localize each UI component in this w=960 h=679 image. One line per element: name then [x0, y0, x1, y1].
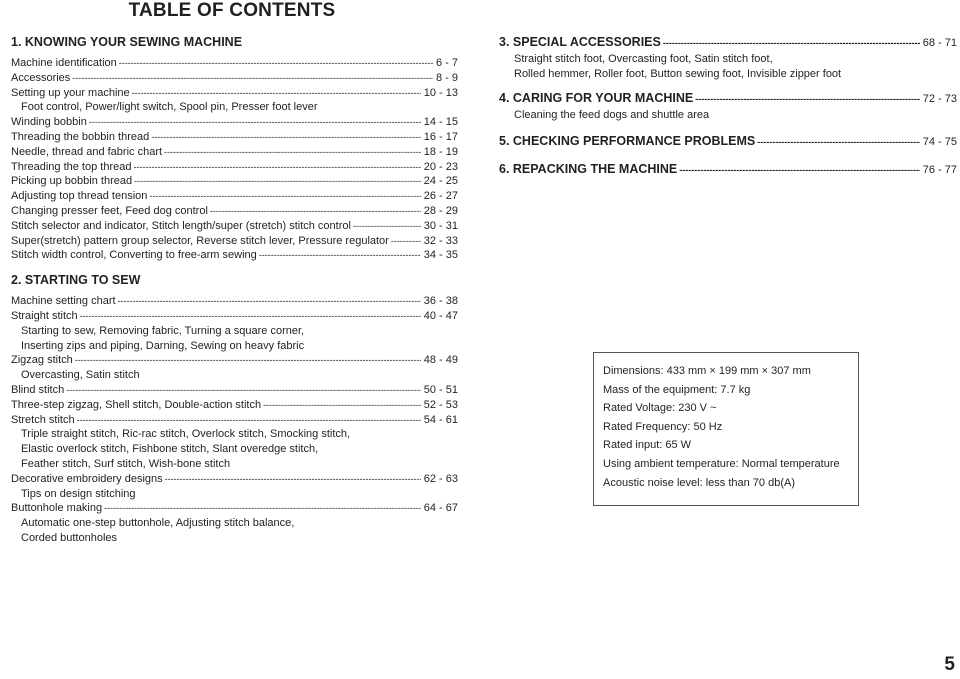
toc-entry	[11, 413, 458, 428]
toc-subtopics: Rolled hemmer, Roller foot, Button sewing foot, Invisible zipper foot	[514, 67, 842, 80]
toc-left-column	[11, 34, 458, 546]
spec-ambient-temperature: Using ambient temperature: Normal temperature	[603, 457, 840, 470]
dotted-leader	[133, 160, 420, 175]
starting-entries	[11, 294, 458, 546]
page-range: 8 - 9	[435, 71, 458, 84]
toc-entry	[11, 309, 458, 324]
page-range: 16 - 17	[423, 130, 458, 143]
toc-subtopics: Cleaning the feed dogs and shuttle area	[514, 109, 710, 121]
page-range: 36 - 38	[423, 295, 458, 308]
toc-entry-title: Stitch width control, Converting to free-arm sewing	[11, 249, 257, 262]
toc-entry-title: Accessories	[11, 71, 71, 84]
toc-entry-title: Threading the bobbin thread	[11, 130, 150, 143]
toc-entry	[11, 174, 458, 189]
page-number: 5	[944, 654, 955, 675]
toc-entry	[11, 189, 458, 204]
toc-entry	[11, 398, 458, 413]
toc-entry-title: Threading the top thread	[11, 160, 132, 173]
toc-entry-title: Changing presser feet, Feed dog control	[11, 204, 208, 217]
toc-entry	[11, 160, 458, 175]
toc-entry	[11, 234, 458, 249]
toc-entry-title: Machine identification	[11, 57, 117, 69]
page-range: 74 - 75	[922, 135, 957, 148]
spec-dimensions: Dimensions: 433 mm × 199 mm × 307 mm	[603, 365, 811, 377]
page-range: 40 - 47	[423, 309, 458, 322]
spec-acoustic-noise: Acoustic noise level: less than 70 db(A)	[603, 476, 795, 489]
page-range: 32 - 33	[423, 234, 458, 247]
toc-subtopics: Triple straight stitch, Ric-rac stitch, Overlock stitch, Smocking stitch,	[21, 428, 351, 441]
toc-entry	[11, 383, 458, 398]
toc-subtopics: Elastic overlock stitch, Fishbone stitch, Slant overedge stitch,	[21, 443, 319, 456]
dotted-leader	[132, 86, 421, 101]
toc-subtopics: Tips on design stitching	[21, 487, 136, 500]
toc-subtopics: Inserting zips and piping, Darning, Sewing on heavy fabric	[21, 339, 305, 352]
toc-entry	[11, 294, 458, 309]
toc-entry-title: Needle, thread and fabric chart	[11, 145, 163, 158]
toc-subtopics: Starting to sew, Removing fabric, Turning a square corner,	[21, 324, 305, 337]
section-heading-repacking: 6. REPACKING THE MACHINE ----- 76 - 77	[499, 161, 957, 177]
page-range: 72 - 73	[922, 93, 957, 105]
dotted-leader	[118, 294, 421, 309]
toc-entry	[11, 115, 458, 130]
page-range: 28 - 29	[423, 204, 458, 217]
toc-entry-title: Machine setting chart	[11, 295, 116, 308]
section-heading-checking: 5. CHECKING PERFORMANCE PROBLEMS ----- 74 - 75	[499, 133, 957, 149]
toc-entry-title: Setting up your machine	[11, 86, 130, 99]
dotted-leader	[259, 248, 421, 263]
spec-rated-input: Rated input: 65 W	[603, 439, 692, 452]
section-heading-starting: 2. STARTING TO SEW	[11, 273, 141, 288]
dotted-leader	[353, 219, 421, 234]
toc-entry-title: Straight stitch	[11, 309, 78, 322]
toc-entry-title: Winding bobbin	[11, 116, 87, 129]
toc-entry-title: Adjusting top thread tension	[11, 190, 148, 203]
dotted-leader	[210, 204, 421, 219]
toc-entry-title: Three-step zigzag, Shell stitch, Double-action stitch	[11, 398, 262, 411]
knowing-entries	[11, 56, 458, 263]
toc-entry	[11, 130, 458, 145]
toc-subtopics: Feather stitch, Surf stitch, Wish-bone stitch	[21, 457, 231, 470]
page-range: 18 - 19	[423, 145, 458, 158]
toc-entry-title: Blind stitch	[11, 383, 65, 396]
page-range: 48 - 49	[423, 354, 458, 367]
toc-entry	[11, 86, 458, 101]
toc-subtopics: Foot control, Power/light switch, Spool pin, Presser foot lever	[21, 101, 318, 114]
page-range: 14 - 15	[423, 116, 458, 129]
page-range: 64 - 67	[423, 502, 458, 515]
toc-entry	[11, 71, 458, 86]
toc-entry	[11, 472, 458, 487]
toc-entry	[11, 353, 458, 368]
page-range: 30 - 31	[423, 219, 458, 232]
dotted-leader	[391, 234, 421, 249]
toc-subtopics: Overcasting, Satin stitch	[21, 369, 140, 382]
toc-subtopics: Straight stitch foot, Overcasting foot, Satin stitch foot,	[514, 53, 773, 65]
page-title: TABLE OF CONTENTS	[128, 0, 336, 21]
page-range: 52 - 53	[423, 398, 458, 411]
page-range: 34 - 35	[423, 249, 458, 262]
toc-subtopics: Corded buttonholes	[21, 531, 118, 544]
page-range: 6 - 7	[435, 57, 458, 69]
toc-entry	[11, 248, 458, 263]
dotted-leader	[263, 398, 421, 413]
dotted-leader	[164, 145, 421, 160]
toc-entry-title: Zigzag stitch	[11, 354, 73, 367]
dotted-leader	[119, 56, 433, 71]
dotted-leader	[134, 174, 421, 189]
section-heading-caring: 4. CARING FOR YOUR MACHINE ----- 72 - 73	[499, 90, 957, 106]
toc-entry	[11, 145, 458, 160]
page-range: 68 - 71	[922, 37, 957, 49]
toc-entry-title: Buttonhole making	[11, 502, 103, 515]
section-heading-accessories: 3. SPECIAL ACCESSORIES ----- 68 - 71	[499, 34, 957, 50]
toc-entry	[11, 56, 458, 71]
toc-entry-title: Stretch stitch	[11, 413, 75, 426]
dotted-leader	[77, 413, 421, 428]
page-range: 24 - 25	[423, 175, 458, 188]
toc-entry	[11, 204, 458, 219]
section-heading-knowing: 1. KNOWING YOUR SEWING MACHINE	[11, 35, 243, 49]
page-range: 50 - 51	[423, 383, 458, 396]
page-range: 20 - 23	[423, 160, 458, 173]
spec-mass: Mass of the equipment: 7.7 kg	[603, 383, 751, 396]
toc-entry	[11, 501, 458, 516]
toc-entry	[11, 219, 458, 234]
page-range: 76 - 77	[922, 163, 957, 176]
toc-entry-title: Stitch selector and indicator, Stitch length/super (stretch) stitch control	[11, 219, 351, 232]
specifications-box	[593, 352, 859, 506]
toc-right-column	[499, 34, 957, 177]
dotted-leader	[165, 472, 421, 487]
spec-rated-frequency: Rated Frequency: 50 Hz	[603, 420, 723, 433]
dotted-leader	[80, 309, 421, 324]
dotted-leader	[149, 189, 420, 204]
toc-entry-title: Decorative embroidery designs	[11, 472, 163, 485]
page-range: 10 - 13	[423, 86, 458, 99]
toc-subtopics: Automatic one-step buttonhole, Adjusting stitch balance,	[21, 517, 295, 530]
dotted-leader	[72, 71, 433, 86]
dotted-leader	[89, 115, 421, 130]
dotted-leader	[151, 130, 421, 145]
page-range: 62 - 63	[423, 472, 458, 485]
dotted-leader	[66, 383, 421, 398]
page-range: 26 - 27	[423, 190, 458, 203]
dotted-leader	[104, 501, 421, 516]
toc-entry-title: Super(stretch) pattern group selector, Reverse stitch lever, Pressure regulator	[11, 234, 389, 247]
spec-rated-voltage: Rated Voltage: 230 V ~	[603, 402, 717, 415]
dotted-leader	[75, 353, 421, 368]
toc-entry-title: Picking up bobbin thread	[11, 175, 133, 188]
page-range: 54 - 61	[423, 413, 458, 426]
